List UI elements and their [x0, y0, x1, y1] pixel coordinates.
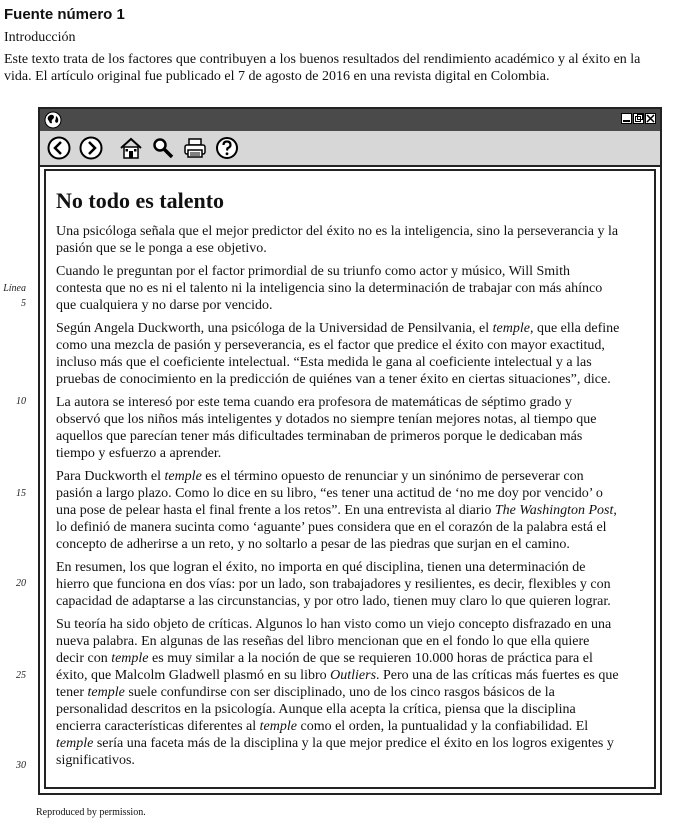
line-number-20: 20 [16, 578, 26, 589]
article-line: personalidad descritos en la psicología. Aunque ella acepta la crítica, piensa que la disciplina [56, 702, 576, 717]
source-subtitle: Introducción [4, 30, 76, 45]
article-body [56, 223, 656, 769]
line-number-25: 25 [16, 670, 26, 681]
italic-term: temple [111, 651, 149, 666]
article-line: observó que los niños más inteligentes y dotados no siempre tenían mejores notas, al tiempo que [56, 412, 597, 427]
home-icon[interactable] [118, 135, 144, 161]
article-line: pasión que se le ponga a ese objetivo. [56, 241, 267, 256]
help-icon[interactable] [214, 135, 240, 161]
article-line: incluso más que el coeficiente intelectual. “Esta medida le gana al coeficiente intelectual y a las [56, 355, 592, 370]
article-line: como una mezcla de pasión y perseverancia, es el factor que predice el éxito con mayor exactitud, [56, 338, 605, 353]
article-paragraph [56, 468, 656, 553]
article [56, 189, 656, 769]
search-icon[interactable] [150, 135, 176, 161]
globe-icon [44, 111, 62, 134]
restore-icon[interactable] [633, 113, 644, 124]
source-description [4, 51, 670, 85]
article-line: tiempo y esfuerzo a aprender. [56, 446, 222, 461]
article-line: tener temple suele confundirse con ser disciplinado, uno de los cinco rasgos básicos de la [56, 685, 555, 700]
article-line: temple sería una faceta más de la disciplina y la que mejor predice el éxito en los logros exigentes y [56, 736, 614, 751]
minimize-icon[interactable] [621, 113, 632, 124]
line-number-5: 5 [21, 298, 26, 309]
line-label: Línea [3, 283, 26, 294]
article-line: hierro que funciona en dos vías: por un lado, son trabajadores y resilientes, es decir, flexibles y con [56, 577, 611, 592]
close-icon[interactable] [645, 113, 656, 124]
article-line: contesta que no es ni el talento ni la inteligencia sino la determinación de trabajar con más ahínco [56, 281, 603, 296]
window-controls [621, 113, 656, 124]
browser-titlebar [40, 109, 660, 131]
italic-term: The Washington Post [494, 503, 614, 518]
forward-arrow-icon[interactable] [78, 135, 104, 161]
italic-term: temple [492, 321, 530, 336]
page-content [44, 169, 656, 789]
line-number-10: 10 [16, 396, 26, 407]
browser-window [38, 107, 662, 795]
article-line: capacidad de adaptarse a las circunstancias, y por otro lado, tienen muy claro lo que quieren lograr. [56, 594, 611, 609]
permission-credit: Reproduced by permission. [36, 807, 146, 818]
print-icon[interactable] [182, 135, 208, 161]
source-title: Fuente número 1 [4, 6, 125, 23]
article-paragraph [56, 223, 656, 257]
article-line: Según Angela Duckworth, una psicóloga de la Universidad de Pensilvania, el temple, que ella define [56, 321, 620, 336]
article-line: Su teoría ha sido objeto de críticas. Algunos lo han visto como un viejo concepto disfrazado en una [56, 617, 612, 632]
article-line: aquellos que parecían tener más dificultades terminaban de primeros porque le dedicaban más [56, 429, 583, 444]
description-line: vida. El artículo original fue publicado el 7 de agosto de 2016 en una revista digital en Colombia. [4, 69, 550, 84]
italic-term: Outliers [330, 668, 377, 683]
article-line: encierra características diferentes al temple como el orden, la puntualidad y la confiabilidad. El [56, 719, 589, 734]
article-line: nueva palabra. En algunas de las reseñas del libro mencionan que en el fondo lo que ella quiere [56, 634, 590, 649]
article-line: decir con temple es muy similar a la noción de que se requieren 10.000 horas de práctica para el [56, 651, 593, 666]
article-paragraph [56, 616, 656, 769]
line-number-30: 30 [16, 760, 26, 771]
italic-term: temple [259, 719, 297, 734]
article-line: éxito, que Malcolm Gladwell plasmó en su libro Outliers. Pero una de las críticas más fuertes es que [56, 668, 619, 683]
italic-term: temple [164, 469, 202, 484]
italic-term: temple [56, 736, 94, 751]
article-line: significativos. [56, 753, 135, 768]
italic-term: temple [87, 685, 125, 700]
article-line: que cualquiera y no darse por vencido. [56, 298, 273, 313]
article-line: concepto de adherirse a un reto, y no soltarlo a pesar de las piedras que surjan en el camino. [56, 537, 570, 552]
article-line: pruebas de conocimiento en la predicción de quiénes van a tener éxito en ciertas situaciones”, dice. [56, 372, 611, 387]
article-paragraph [56, 559, 656, 610]
line-number-15: 15 [16, 488, 26, 499]
back-arrow-icon[interactable] [46, 135, 72, 161]
article-paragraph [56, 394, 656, 462]
description-line: Este texto trata de los factores que contribuyen a los buenos resultados del rendimiento académico y al éxito en la [4, 52, 641, 67]
article-line: La autora se interesó por este tema cuando era profesora de matemáticas de séptimo grado y [56, 395, 572, 410]
article-line: pasión a largo plazo. Como lo dice en su libro, “es tener una actitud de ‘no me doy por vencido’ o [56, 486, 603, 501]
article-headline: No todo es talento [56, 188, 225, 213]
browser-toolbar [40, 131, 660, 167]
article-line: Para Duckworth el temple es el término opuesto de renunciar y un sinónimo de perseverar con [56, 469, 584, 484]
article-line: Cuando le preguntan por el factor primordial de su triunfo como actor y músico, Will Smith [56, 264, 570, 279]
article-line: lo definió de manera sucinta como ‘aguante’ pues considera que en el corazón de la palabra está el [56, 520, 607, 535]
article-paragraph [56, 320, 656, 388]
article-line: una pose de pelear hasta el final frente a los retos”. En una entrevista al diario The Washington Post, [56, 503, 617, 518]
article-line: En resumen, los que logran el éxito, no importa en qué disciplina, tienen una determinación de [56, 560, 586, 575]
article-line: Una psicóloga señala que el mejor predictor del éxito no es la inteligencia, sino la perseverancia y la [56, 224, 619, 239]
article-paragraph [56, 263, 656, 314]
